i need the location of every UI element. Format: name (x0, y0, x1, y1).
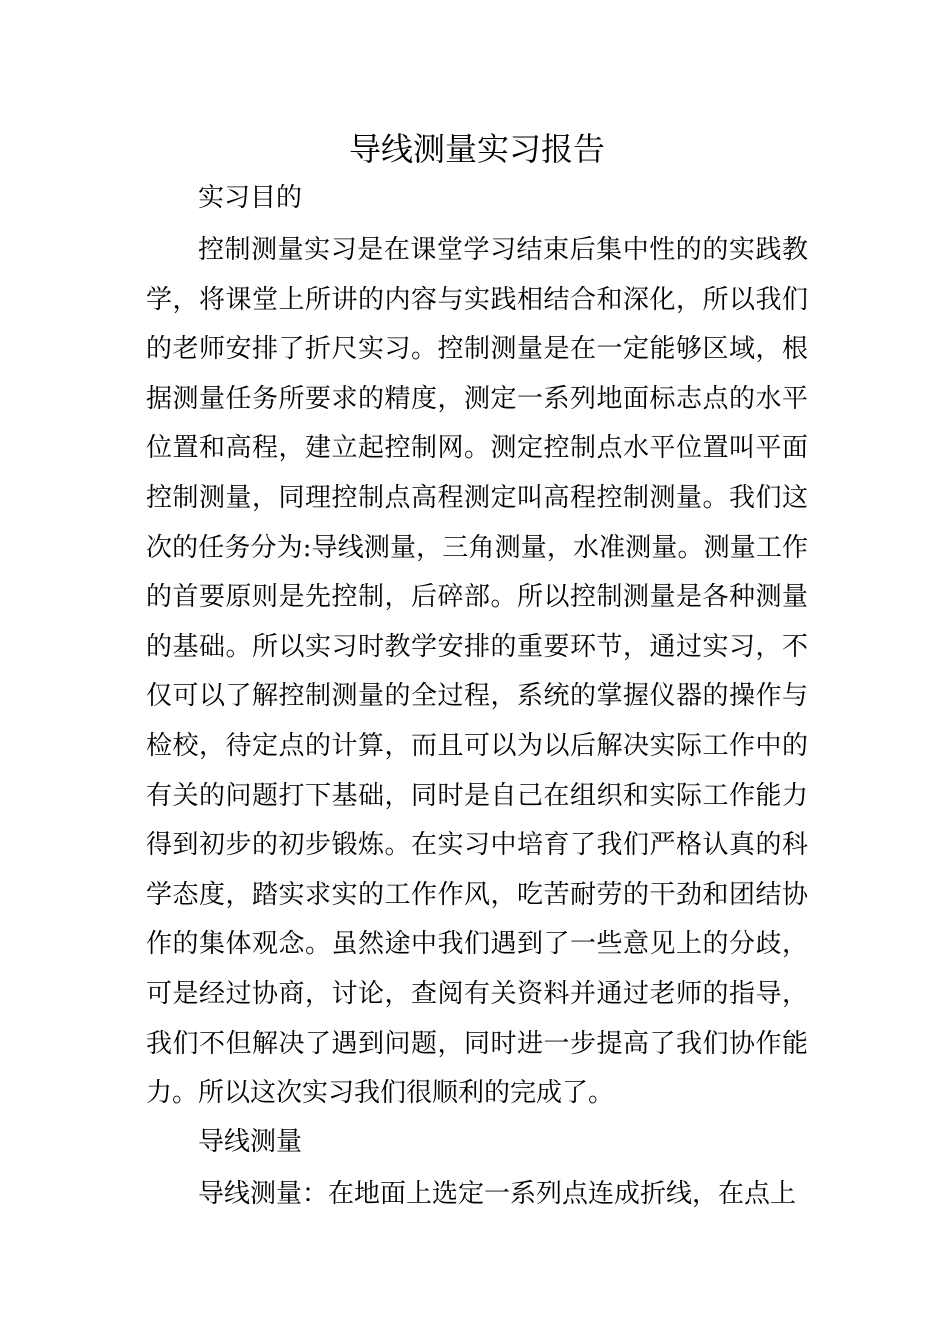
document-title: 导线测量实习报告 (348, 130, 605, 168)
section-heading-objective: 实习目的 (198, 183, 303, 213)
section-heading-traverse: 导线测量 (198, 1127, 303, 1157)
section-paragraph-traverse: 导线测量：在地面上选定一系列点连成折线，在点上 (198, 1179, 797, 1209)
section-paragraph-objective: 控制测量实习是在课堂学习结束后集中性的的实践教学，将课堂上所讲的内容与实践相结合和深化，所以我们的老师安排了折尺实习。控制测量是在一定能够区域，根据测量任务所要求的精度，测定一系列地面标志点的水平位置和高程，建立起控制网。测定控制点水平位置叫平面控制测量，同理控制点高程测定叫高程控制测量。我们这次的任务分为:导线测量，三角测量，水准测量。测量工作的首要原则是先控制，后碎部。所以控制测量是各种测量的基础。所以实习时教学安排的重要环节，通过实习，不仅可以了解控制测量的全过程，系统的掌握仪器的操作与检校，待定点的计算，而且可以为以后解决实际工作中的有关的问题打下基础，同时是自己在组织和实际工作能力得到初步的初步锻炼。在实习中培育了我们严格认真的科学态度，踏实求实的工作作风，吃苦耐劳的干劲和团结协作的集体观念。虽然途中我们遇到了一些意见上的分歧，可是经过协商，讨论，查阅有关资料并通过老师的指导，我们不但解决了遇到问题，同时进一步提高了我们协作能力。所以这次实习我们很顺利的完成了。 (146, 235, 808, 1109)
